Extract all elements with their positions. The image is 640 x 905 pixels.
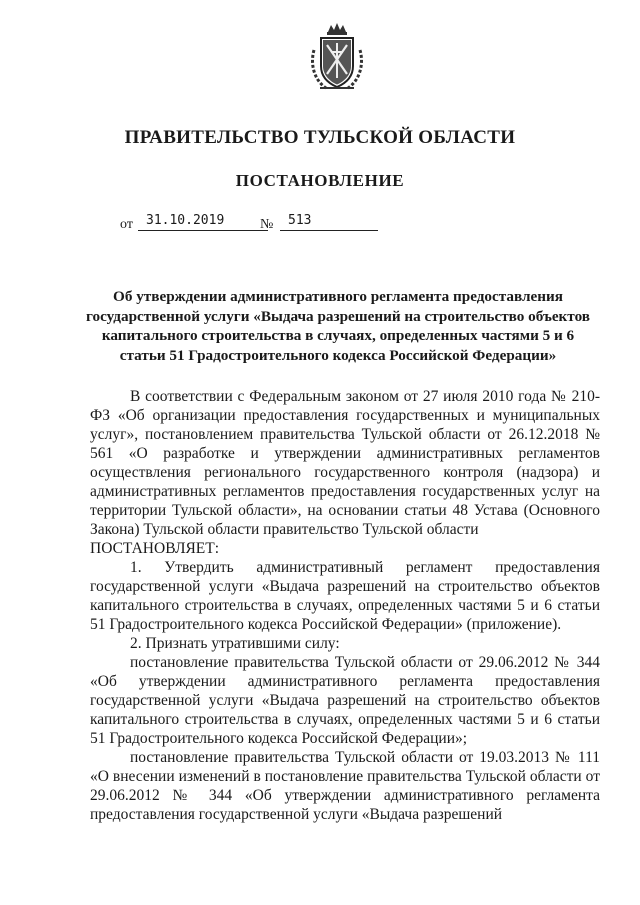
document-meta <box>120 213 380 235</box>
item-2b-paragraph: постановление правительства Тульской области от 19.03.2013 № 111 «О внесении изменений в постановление правительства Тульской области от 29.06.2012 № 344 «Об утверждении административного регламента предоставления государственной услуги «Выдача разрешений <box>90 749 600 823</box>
item-1-paragraph: 1. Утвердить административный регламент предоставления государственной услуги «Выдача разрешений на строительство объектов капитального строительства в случаях, определенных частями 5 и 6 статьи 51 Градостроительного кодекса Российской Федерации» (приложение). <box>90 559 600 633</box>
document-type: ПОСТАНОВЛЕНИЕ <box>235 171 405 190</box>
item-2-paragraph: 2. Признать утратившими силу: <box>130 635 340 652</box>
document-date: 31.10.2019 <box>138 213 268 231</box>
number-label: № <box>260 217 274 232</box>
government-title: ПРАВИТЕЛЬСТВО ТУЛЬСКОЙ ОБЛАСТИ <box>124 127 516 148</box>
document-number: 513 <box>280 213 378 231</box>
preamble-paragraph: В соответствии с Федеральным законом от 27 июля 2010 года № 210-ФЗ «Об организации предоставления государственных и муниципальных услуг», постановлением правительства Тульской области от 26.12.2018 № 561 «О разработке и утверждении административных регламентов осуществления регионального государственного контроля (надзора) и административных регламентов предоставления государственных услуг на территории Тульской области», на основании статьи 48 Устава (Основного Закона) Тульской области правительство Тульской области <box>90 388 600 538</box>
resolves-heading: ПОСТАНОВЛЯЕТ: <box>90 540 220 557</box>
item-2a-paragraph: постановление правительства Тульской области от 29.06.2012 № 344 «Об утверждении административного регламента предоставления государственной услуги «Выдача разрешений на строительство объектов капитального строительства в случаях, определенных частями 5 и 6 статьи 51 Градостроительного кодекса Российской Федерации»; <box>90 654 600 747</box>
document-body <box>90 387 600 824</box>
date-label: от <box>120 217 133 232</box>
document-subject: Об утверждении административного регламента предоставления государственной услуги «Выдача разрешений на строительство объектов капитального строительства в случаях, определенных частями 5 и 6 статьи 51 Градостроительного кодекса Российской Федерации» <box>86 288 590 364</box>
coat-of-arms-emblem <box>306 22 368 94</box>
